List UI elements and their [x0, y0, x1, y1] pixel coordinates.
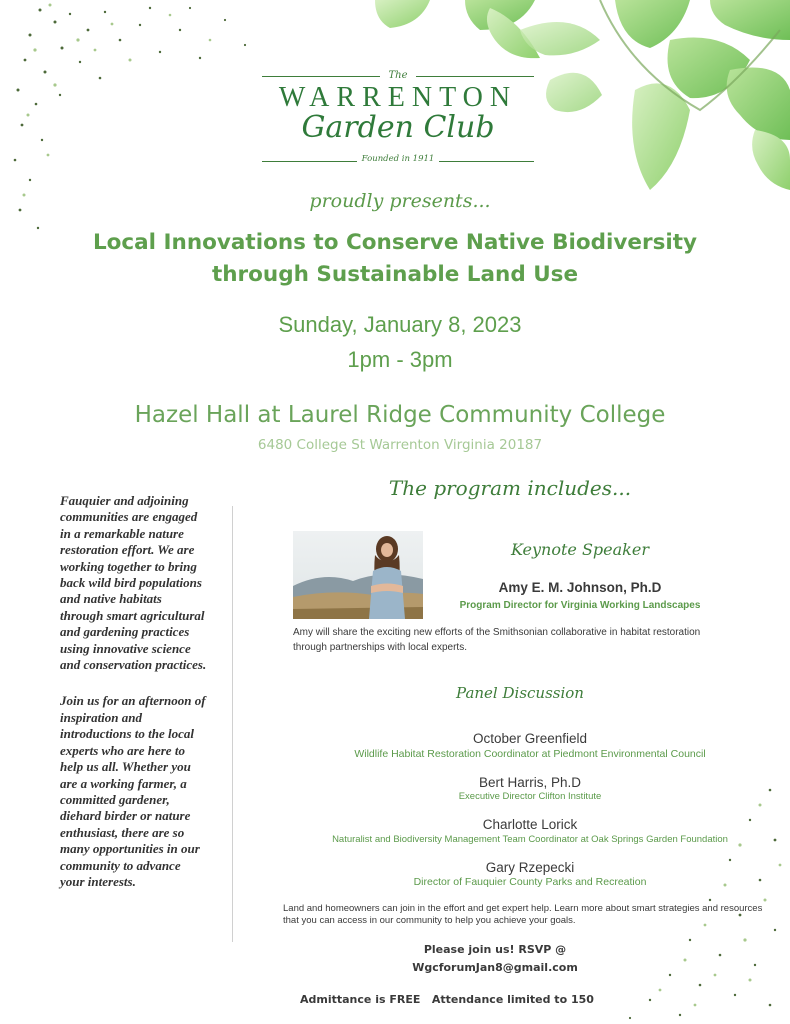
logo-rule-right	[416, 76, 534, 77]
rsvp-text: Please join us! RSVP @	[423, 943, 567, 956]
panelist-role: Director of Fauquier County Parks and Recreation	[413, 876, 647, 888]
event-address: 6480 College St Warrenton Virginia 20187	[257, 437, 543, 453]
panelist-name: Charlotte Lorick	[482, 817, 578, 832]
confetti-decoration-top-left	[0, 0, 270, 240]
panel-label: Panel Discussion	[456, 684, 584, 702]
logo-name: WARRENTON	[278, 82, 518, 113]
intro-column	[60, 493, 208, 910]
speaker-role: Program Director for Virginia Working Landscapes	[459, 600, 701, 611]
proudly-presents: proudly presents...	[309, 190, 491, 212]
panelist-name: Gary Rzepecki	[485, 860, 575, 875]
panelist-role: Naturalist and Biodiversity Management Team Coordinator at Oak Springs Garden Foundation	[332, 834, 728, 845]
intro-paragraph-2: Join us for an afternoon of inspiration and introductions to the local experts who are here to help us all. Whether you are a working farmer, a committed gardener, diehard birder or nature enthusiast, there are so many opportunities in our community to advance your interests.	[60, 693, 206, 889]
logo-subtitle: Garden Club	[301, 110, 495, 145]
event-date: Sunday, January 8, 2023	[278, 312, 522, 337]
speaker-description: Amy will share the exciting new efforts of the Smithsonian collaborative in habitat restoration through partnerships with local experts.	[293, 627, 701, 653]
logo-founded: Founded in 1911	[361, 154, 435, 164]
event-time: 1pm - 3pm	[347, 347, 453, 372]
panelist-role: Executive Director Clifton Institute	[458, 791, 602, 802]
speaker-name: Amy E. M. Johnson, Ph.D	[498, 580, 662, 595]
event-venue: Hazel Hall at Laurel Ridge Community College	[134, 402, 666, 428]
event-title-line2: through Sustainable Land Use	[211, 262, 579, 287]
event-title-line1: Local Innovations to Conserve Native Biodiversity	[92, 230, 698, 255]
panelist-name: Bert Harris, Ph.D	[478, 775, 582, 790]
keynote-label: Keynote Speaker	[511, 540, 649, 559]
program-heading: The program includes...	[388, 476, 632, 500]
rsvp-email-link[interactable]: WgcforumJan8@gmail.com	[412, 961, 578, 974]
admittance-text: Admittance is FREE Attendance limited to 150	[300, 993, 594, 1006]
logo-rule-left	[262, 76, 380, 77]
panelist-name: October Greenfield	[472, 731, 588, 746]
intro-paragraph-1: Fauquier and adjoining communities are engaged in a remarkable nature restoration effort. We are working together to bring back wild bird populations and native habitats through smart agricultural and gardening practices using innovative science and conservation practices.	[60, 493, 207, 673]
speaker-photo	[293, 531, 423, 619]
panelist-role: Wildlife Habitat Restoration Coordinator at Piedmont Environmental Council	[354, 748, 706, 760]
logo-the: The	[388, 70, 408, 81]
event-title	[60, 227, 730, 291]
column-divider	[232, 506, 233, 942]
land-text: Land and homeowners can join in the effort and get expert help. Learn more about smart strategies and resources that you can access in our community to help you achieve your goals.	[283, 903, 763, 926]
garden-club-logo	[262, 70, 534, 170]
